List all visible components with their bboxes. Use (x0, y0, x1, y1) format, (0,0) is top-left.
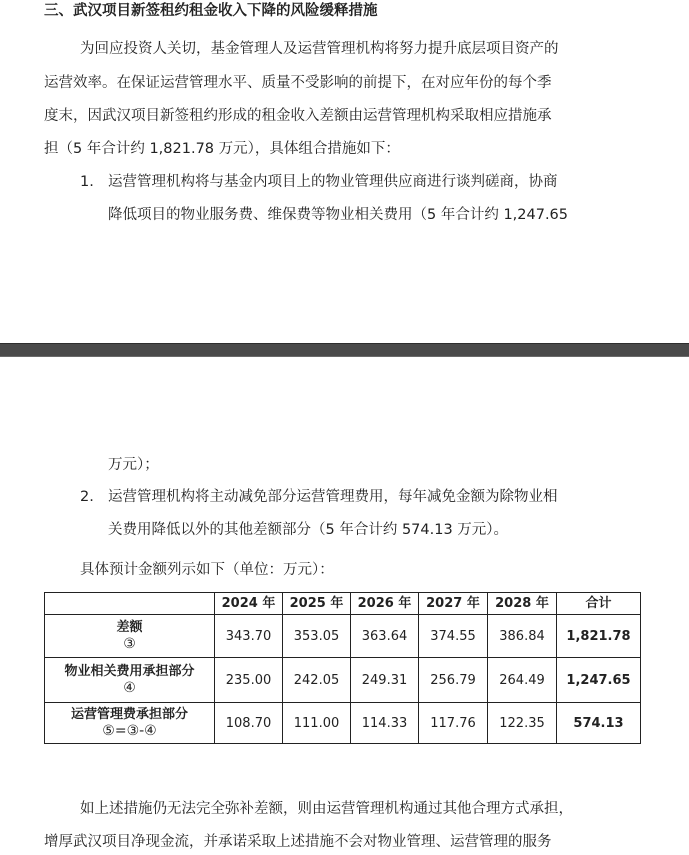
value-cell: 111.00 (283, 703, 351, 744)
list-item-1-line-3: 万元）； (108, 457, 159, 473)
list-item-number-1: 1. (80, 174, 94, 190)
list-item-1-line-2: 降低项目的物业服务费、维保费等物业相关费用（5 年合计约 1,247.65 (108, 207, 569, 223)
value-cell: 114.33 (351, 703, 419, 744)
value-cell: 235.00 (215, 658, 283, 703)
value-cell: 122.35 (488, 703, 557, 744)
row-symbol: ⑤=③-④ (102, 723, 157, 739)
list-item-1-line-1: 运营管理机构将与基金内项目上的物业管理供应商进行谈判磋商，协商 (108, 174, 558, 190)
header-cell-2028: 2028 年 (488, 593, 557, 615)
list-item-2-line-1: 运营管理机构将主动减免部分运营管理费用，每年减免金额为除物业相 (108, 489, 558, 505)
row-label-cell (45, 615, 215, 658)
row-label: 差额 (116, 620, 143, 635)
table-header-row (45, 593, 641, 615)
section-heading: 三、武汉项目新签租约租金收入下降的风险缓释措施 (44, 3, 378, 19)
row-label-cell (45, 703, 215, 744)
document-page-bottom (0, 357, 689, 855)
row-label: 物业相关费用承担部分 (64, 664, 195, 679)
value-cell: 108.70 (215, 703, 283, 744)
conclusion-line-2: 增厚武汉项目净现金流，并承诺采取上述措施不会对物业管理、运营管理的服务 (44, 834, 552, 850)
total-cell: 1,247.65 (557, 658, 641, 703)
value-cell: 117.76 (419, 703, 488, 744)
intro-line-1: 为回应投资人关切，基金管理人及运营管理机构将努力提升底层项目资产的 (80, 41, 559, 57)
value-cell: 264.49 (488, 658, 557, 703)
table-caption: 具体预计金额列示如下（单位：万元）： (80, 562, 334, 578)
page-break (0, 343, 689, 357)
total-cell: 1,821.78 (557, 615, 641, 658)
intro-line-4: 担（5 年合计约 1,821.78 万元），具体组合措施如下： (44, 141, 400, 157)
header-cell-2027: 2027 年 (419, 593, 488, 615)
total-cell: 574.13 (557, 703, 641, 744)
table-row (45, 658, 641, 703)
value-cell: 256.79 (419, 658, 488, 703)
row-symbol: ④ (123, 680, 136, 696)
amount-table (44, 592, 641, 744)
header-cell-total: 合计 (557, 593, 641, 615)
header-cell-2025: 2025 年 (283, 593, 351, 615)
value-cell: 249.31 (351, 658, 419, 703)
list-item-2-line-2: 关费用降低以外的其他差额部分（5 年合计约 574.13 万元）。 (108, 522, 509, 538)
table-row (45, 703, 641, 744)
row-label: 运营管理费承担部分 (70, 707, 188, 722)
value-cell: 343.70 (215, 615, 283, 658)
row-symbol: ③ (123, 636, 136, 652)
row-label-cell (45, 658, 215, 703)
value-cell: 374.55 (419, 615, 488, 658)
intro-line-3: 度末，因武汉项目新签租约形成的租金收入差额由运营管理机构采取相应措施承 (44, 108, 552, 124)
value-cell: 386.84 (488, 615, 557, 658)
list-item-number-2: 2. (80, 489, 94, 505)
value-cell: 242.05 (283, 658, 351, 703)
document-page-top (0, 0, 689, 343)
intro-line-2: 运营效率。在保证运营管理水平、质量不受影响的前提下，在对应年份的每个季 (44, 75, 552, 91)
table-row (45, 615, 641, 658)
header-cell-empty (45, 593, 215, 615)
value-cell: 353.05 (283, 615, 351, 658)
header-cell-2026: 2026 年 (351, 593, 419, 615)
value-cell: 363.64 (351, 615, 419, 658)
conclusion-line-1: 如上述措施仍无法完全弥补差额，则由运营管理机构通过其他合理方式承担， (80, 801, 573, 817)
header-cell-2024: 2024 年 (215, 593, 283, 615)
